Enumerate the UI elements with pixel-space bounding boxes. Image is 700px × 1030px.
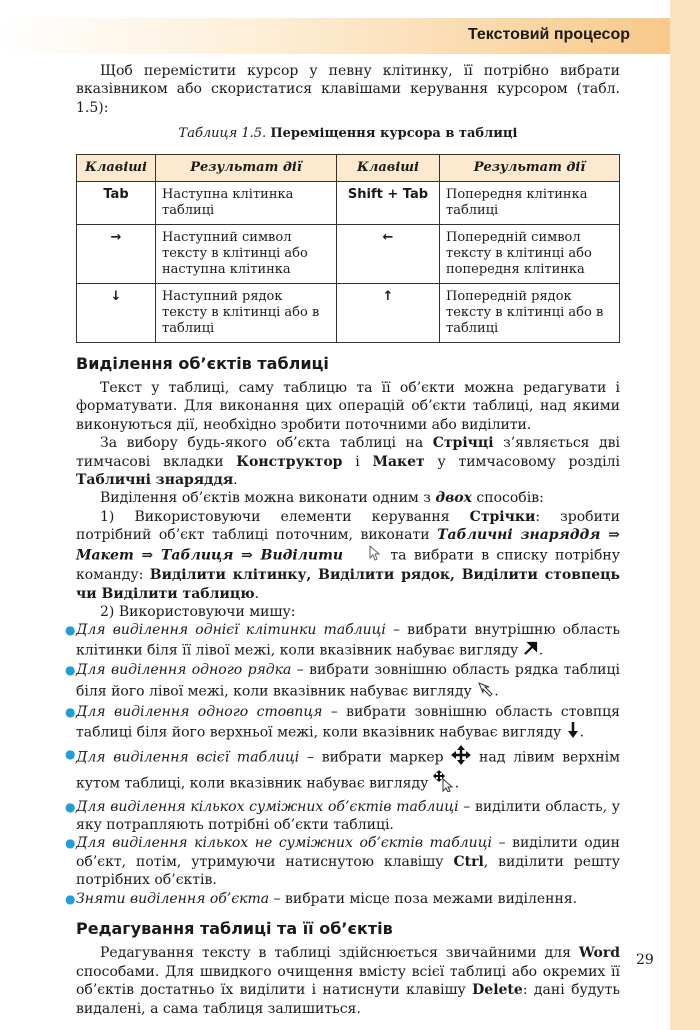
selection-paragraph-3: Виділення об’єктів можна виконати одним з двох способів: bbox=[100, 490, 544, 507]
list-item: ● Для виділення одного рядка – вибрати зовнішню область рядка таблиці біля його лівої межі, коли вказівник набуває вигляду . bbox=[76, 661, 620, 703]
table-header-row bbox=[77, 154, 620, 181]
move-cursor-icon bbox=[433, 770, 455, 797]
arrow-ne-icon bbox=[523, 640, 539, 661]
table-row bbox=[77, 181, 620, 224]
selection-paragraph-5: 2) Використовуючи мишу: bbox=[100, 603, 296, 620]
running-header: Текстовий процесор bbox=[467, 26, 630, 43]
key-cell: Tab bbox=[77, 181, 156, 224]
header-keys-2: Клавіші bbox=[337, 154, 440, 181]
result-cell: Наступний символ тексту в клітинці або наступна клітинка bbox=[156, 224, 337, 283]
list-item: ● Для виділення кількох не суміжних об’єктів таблиці – виділити один об’єкт, потім, утримуючи натиснутою клавішу Ctrl, виділити решту потрібних об’єктів. bbox=[65, 835, 620, 889]
editing-paragraph: Редагування тексту в таблиці здійснюється звичайними для Word способами. Для швидкого очищення вмісту всієї таблиці або окремих її об’єктів достатньо їх виділити і натиснути клавішу Delete: дані будуть видалені, а сама таблиця залишиться. bbox=[76, 945, 620, 1017]
selection-methods-list bbox=[65, 621, 620, 908]
list-item: ● Для виділення однієї клітинки таблиці – вибрати внутрішню область клітинки біля її лівої межі, коли вказівник набуває вигляду . bbox=[76, 621, 620, 661]
cursor-keys-table bbox=[76, 154, 620, 343]
key-cell: ↓ bbox=[77, 283, 156, 342]
result-cell: Попередня клітинка таблиці bbox=[440, 181, 620, 224]
caption-label: Таблиця 1.5. bbox=[178, 126, 267, 142]
side-strip bbox=[670, 0, 700, 1030]
section-heading-selection: Виділення об’єктів таблиці bbox=[76, 353, 329, 373]
key-cell: ← bbox=[337, 224, 440, 283]
key-cell: → bbox=[77, 224, 156, 283]
key-cell: Shift + Tab bbox=[337, 181, 440, 224]
header-keys-1: Клавіші bbox=[77, 154, 156, 181]
arrow-nw-icon bbox=[476, 680, 494, 703]
header-result-2: Результат дії bbox=[440, 154, 620, 181]
list-item: ● Для виділення всієї таблиці – вибрати маркер над лівим верхнім кутом таблиці, коли вказівник набуває вигляду . bbox=[76, 745, 620, 798]
table-caption bbox=[76, 125, 620, 143]
key-cell: ↑ bbox=[337, 283, 440, 342]
selection-paragraph-1: Текст у таблиці, саму таблицю та її об’єкти можна редагувати і форматувати. Для виконання цих операцій об’єкти таблиці, над якими виконуються дії, необхідно зробити поточними або виділити. bbox=[76, 380, 620, 433]
cursor-pointer-icon bbox=[343, 545, 383, 566]
table-row bbox=[77, 283, 620, 342]
result-cell: Попередній символ тексту в клітинці або попередня клітинка bbox=[440, 224, 620, 283]
list-item: ● Зняти виділення об’єкта – вибрати місце поза межами виділення. bbox=[65, 890, 578, 907]
section-heading-editing: Редагування таблиці та її об’єктів bbox=[76, 919, 393, 938]
list-item: ● Для виділення кількох суміжних об’єктів таблиці – виділити область, у яку потрапляють потрібні об’єкти таблиці. bbox=[65, 798, 620, 833]
header-band bbox=[0, 18, 670, 54]
table-row bbox=[77, 224, 620, 283]
move-handle-icon bbox=[451, 745, 471, 770]
header-result-1: Результат дії bbox=[156, 154, 337, 181]
page-number: 29 bbox=[636, 952, 654, 968]
selection-paragraph-2: За вибору будь-якого об’єкта таблиці на Стрічці з’являється дві тимчасові вкладки Конструктор і Макет у тимчасовому розділі Табличні знаряддя. bbox=[76, 435, 621, 489]
selection-paragraph-4: 1) Використовуючи елементи керування Стрічки: зробити потрібний об’єкт таблиці поточним, виконати Табличні знаряддя ⇒ Макет ⇒ Таблиця ⇒ Виділити та вибрати в списку потрібну команду: Виділити клітинку, Виділити рядок, Виділити стовпець чи Виділити таблицю. bbox=[76, 508, 620, 602]
intro-paragraph: Щоб перемістити курсор у певну клітинку, її потрібно вибрати вказівником або скористатися клавішами керування курсором (табл. 1.5): bbox=[76, 63, 620, 116]
result-cell: Наступна клітинка таблиці bbox=[156, 181, 337, 224]
page-content bbox=[65, 62, 621, 1018]
caption-title: Переміщення курсора в таблиці bbox=[270, 126, 518, 142]
arrow-down-icon bbox=[566, 721, 580, 744]
result-cell: Наступний рядок тексту в клітинці або в таблиці bbox=[156, 283, 337, 342]
result-cell: Попередній рядок тексту в клітинці або в таблиці bbox=[440, 283, 620, 342]
list-item: ● Для виділення одного стовпця – вибрати зовнішню область стовпця таблиці біля його верхньої межі, коли вказівник набуває вигляду . bbox=[76, 703, 620, 745]
